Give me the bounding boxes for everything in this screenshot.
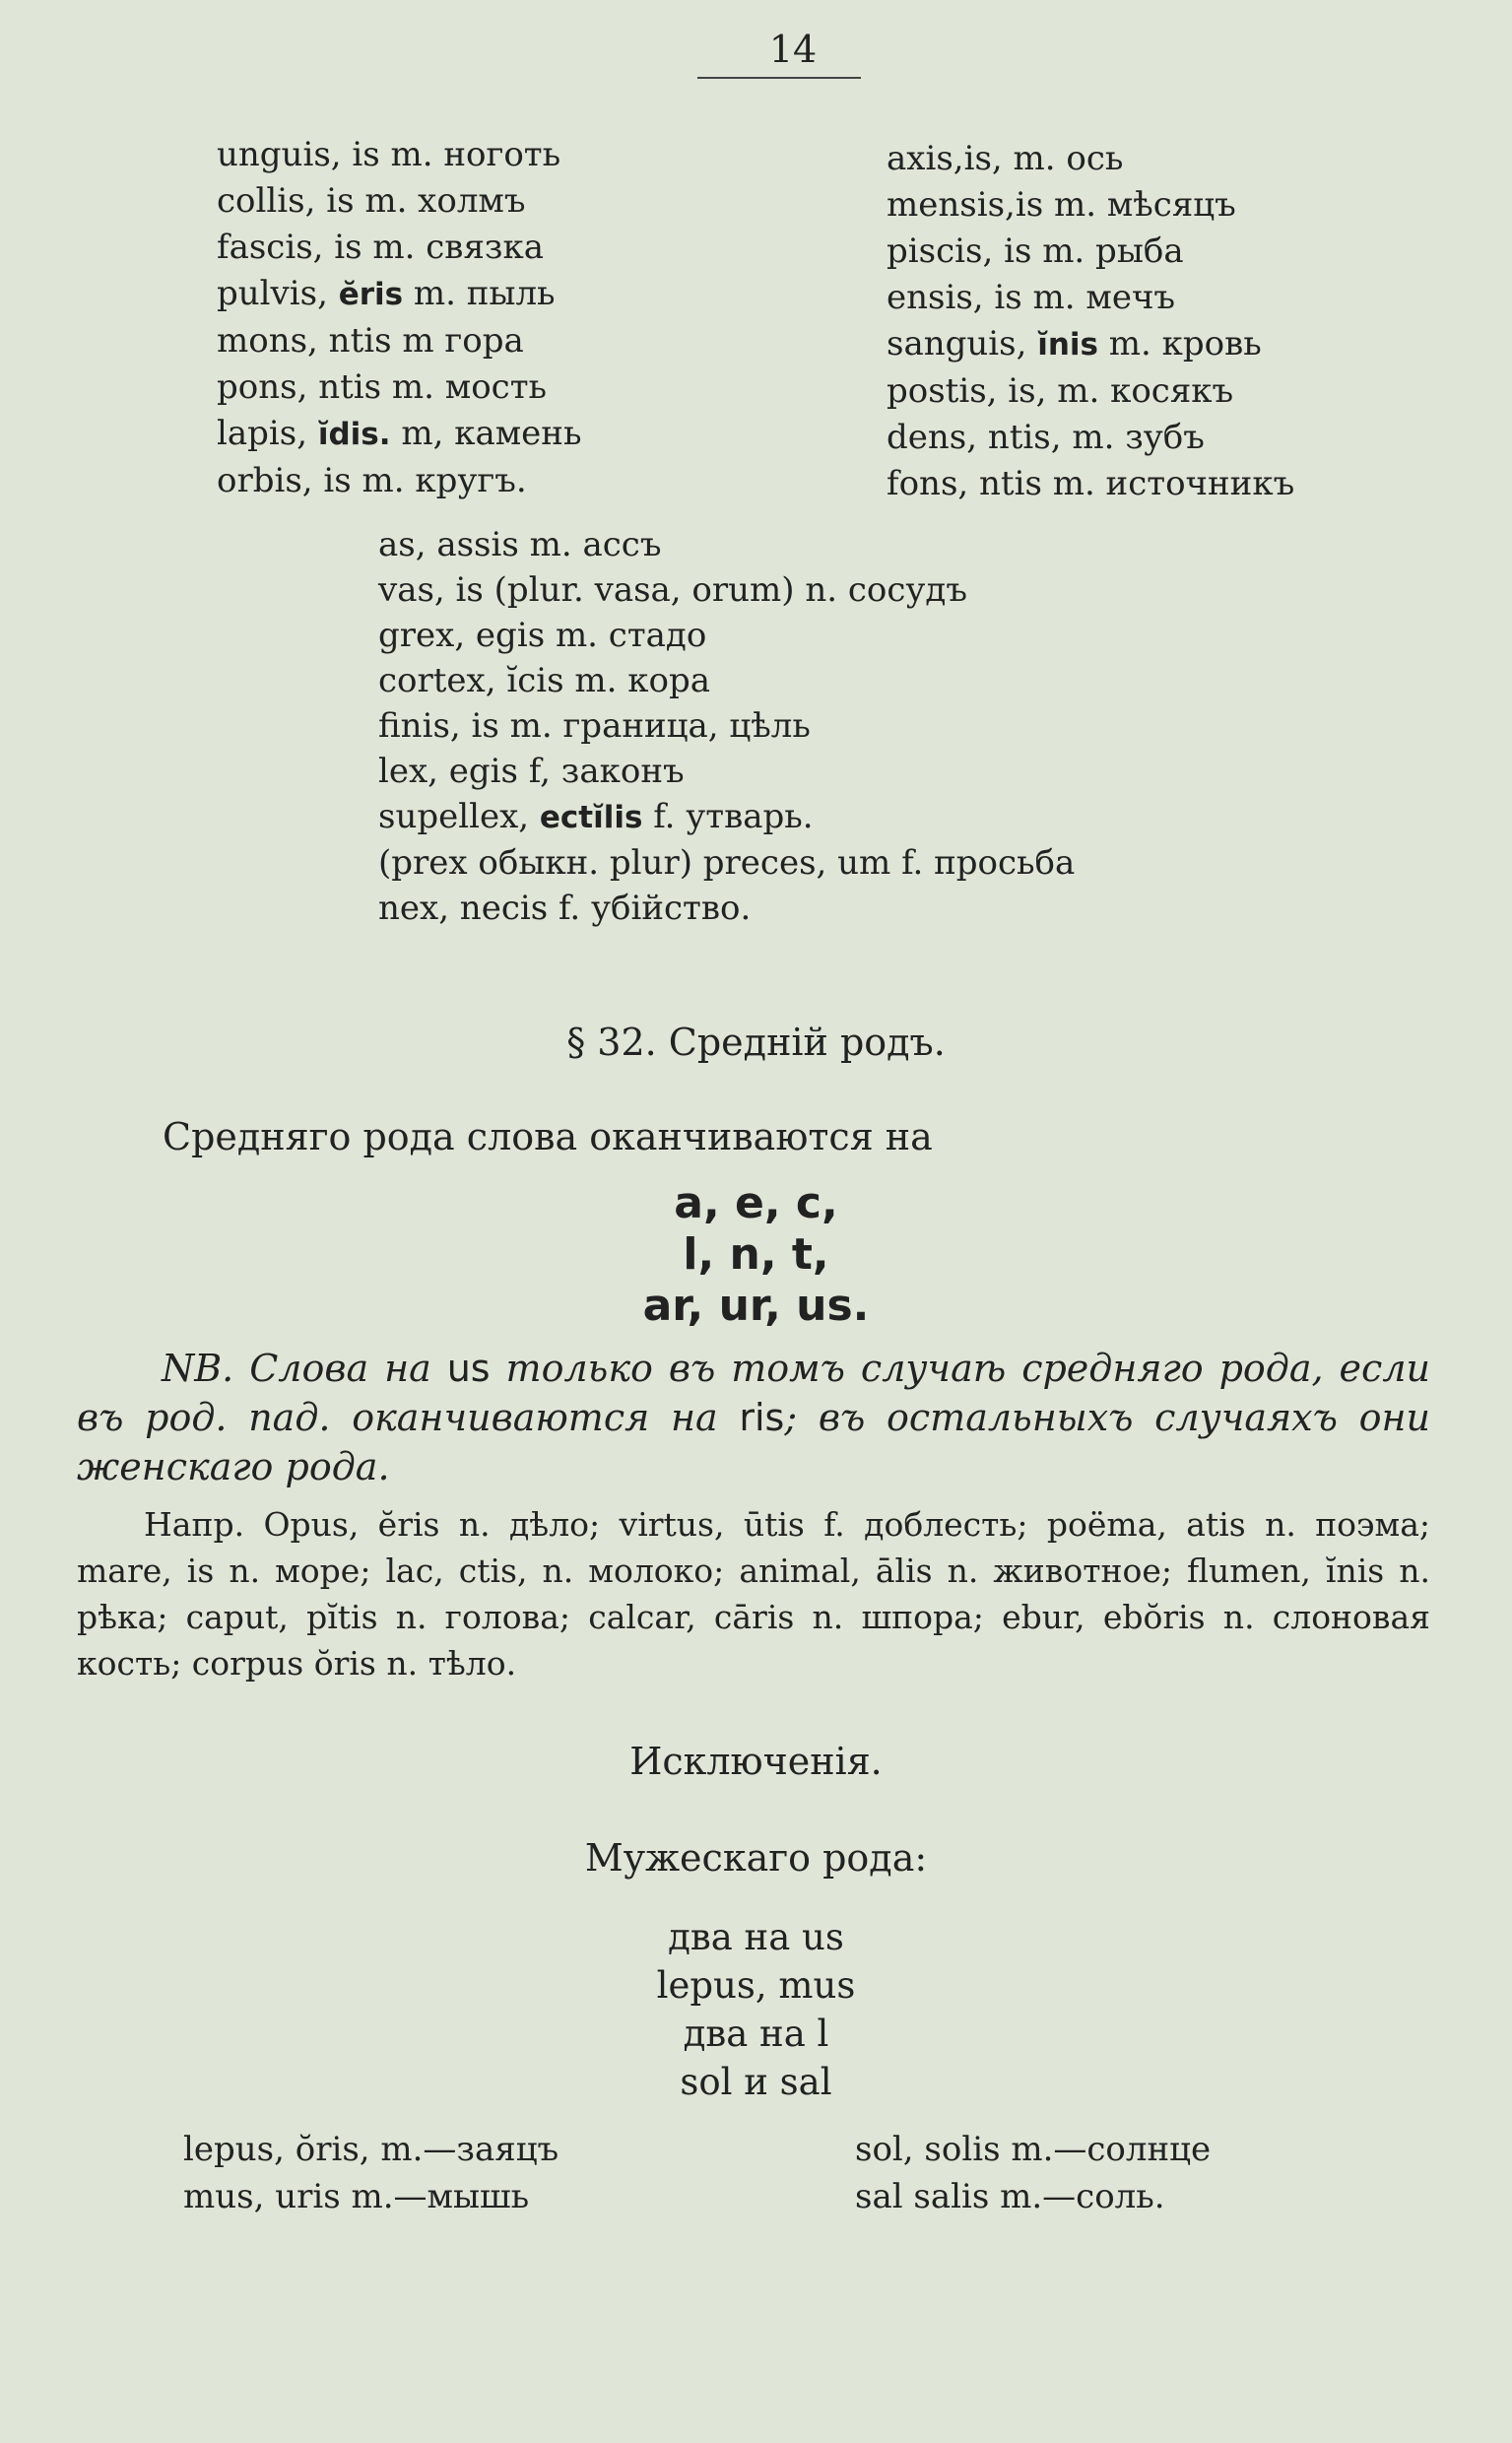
mnemonic-line: два на l xyxy=(683,2013,829,2055)
exception-words-right xyxy=(855,2126,1211,2220)
word-entry: grex, egis m. стадо xyxy=(378,616,707,655)
word-entry: mus, uris m.—мышь xyxy=(183,2177,530,2216)
word-entry: pulvis, ĕris m. пыль xyxy=(217,274,556,313)
nb-note: NB. Слова на us только въ томъ случаѣ средняго рода, если въ род. пад. оканчиваются на ris; въ остальныхъ случаяхъ они женскаго рода. xyxy=(77,1347,1430,1488)
page-number: 14 xyxy=(768,28,818,71)
word-entry: axis,is, m. ось xyxy=(887,139,1124,178)
word-list-left xyxy=(217,132,581,504)
mnemonic-line: два на us xyxy=(668,1916,844,1958)
examples-paragraph: Напр. Opus, ĕris n. дѣло; virtus, ūtis f. доблесть; poëma, atis n. поэма; mare, is n. море; lac, ctis, n. молоко; animal, ālis n. животное; flumen, ĭnis n. рѣка; caput, pĭtis n. голова; calcar, cāris n. шпора; ebur, ebŏris n. слоновая кость; corpus ŏris n. тѣло. xyxy=(77,1505,1430,1683)
nb-label: NB. xyxy=(162,1347,234,1390)
word-entry: sol, solis m.—солнце xyxy=(855,2130,1212,2169)
word-entry: piscis, is m. рыба xyxy=(887,231,1184,271)
word-entry: as, assis m. ассъ xyxy=(378,525,662,564)
word-entry: orbis, is m. кругъ. xyxy=(217,461,527,500)
word-entry: finis, is m. граница, цѣль xyxy=(378,706,811,746)
word-entry: lepus, ŏris, m.—заяцъ xyxy=(183,2130,559,2169)
word-list-center xyxy=(378,522,1075,931)
word-entry: unguis, is m. ноготь xyxy=(217,135,561,174)
word-entry: nex, necis f. убійство. xyxy=(378,889,752,928)
neuter-endings xyxy=(0,1178,1512,1332)
intro-sentence: Средняго рода слова оканчиваются на xyxy=(163,1115,933,1158)
page-number-rule xyxy=(697,77,861,79)
word-entry: sanguis, ĭnis m. кровь xyxy=(887,324,1262,363)
word-entry: sal salis m.—соль. xyxy=(855,2177,1165,2216)
word-entry: lapis, ĭdis. m, камень xyxy=(217,414,582,453)
word-entry: lex, egis f, законъ xyxy=(378,752,685,791)
section-heading: § 32. Средній родъ. xyxy=(566,1021,946,1064)
mnemonic-verse xyxy=(0,1913,1512,2106)
ending-line: l, n, t, xyxy=(683,1229,829,1280)
word-entry: supellex, ectĭlis f. утварь. xyxy=(378,797,814,836)
word-entry: vas, is (plur. vasa, orum) n. сосудъ xyxy=(378,570,967,610)
masculine-heading: Мужескаго рода: xyxy=(584,1836,928,1880)
word-entry: ensis, is m. мечъ xyxy=(887,278,1176,317)
word-entry: collis, is m. холмъ xyxy=(217,181,526,221)
word-entry: dens, ntis, m. зубъ xyxy=(887,418,1205,457)
word-entry: fons, ntis m. источникъ xyxy=(887,464,1295,503)
word-entry: mensis,is m. мѣсяцъ xyxy=(887,185,1236,225)
exception-words-left xyxy=(183,2126,559,2220)
mnemonic-line: lepus, mus xyxy=(656,1964,856,2007)
mnemonic-line: sol и sal xyxy=(680,2061,832,2103)
word-entry: postis, is, m. косякъ xyxy=(887,371,1234,411)
exceptions-heading: Исключенія. xyxy=(629,1740,883,1783)
word-entry: pons, ntis m. мость xyxy=(217,367,548,407)
word-entry: fascis, is m. связка xyxy=(217,228,544,267)
word-list-right xyxy=(887,136,1294,507)
ending-line: a, e, c, xyxy=(674,1178,838,1228)
word-entry: mons, ntis m гора xyxy=(217,321,524,361)
ending-line: ar, ur, us. xyxy=(642,1281,870,1331)
word-entry: (prex обыкн. plur) preces, um f. просьба xyxy=(378,843,1076,883)
word-entry: cortex, ĭcis m. кора xyxy=(378,661,710,700)
